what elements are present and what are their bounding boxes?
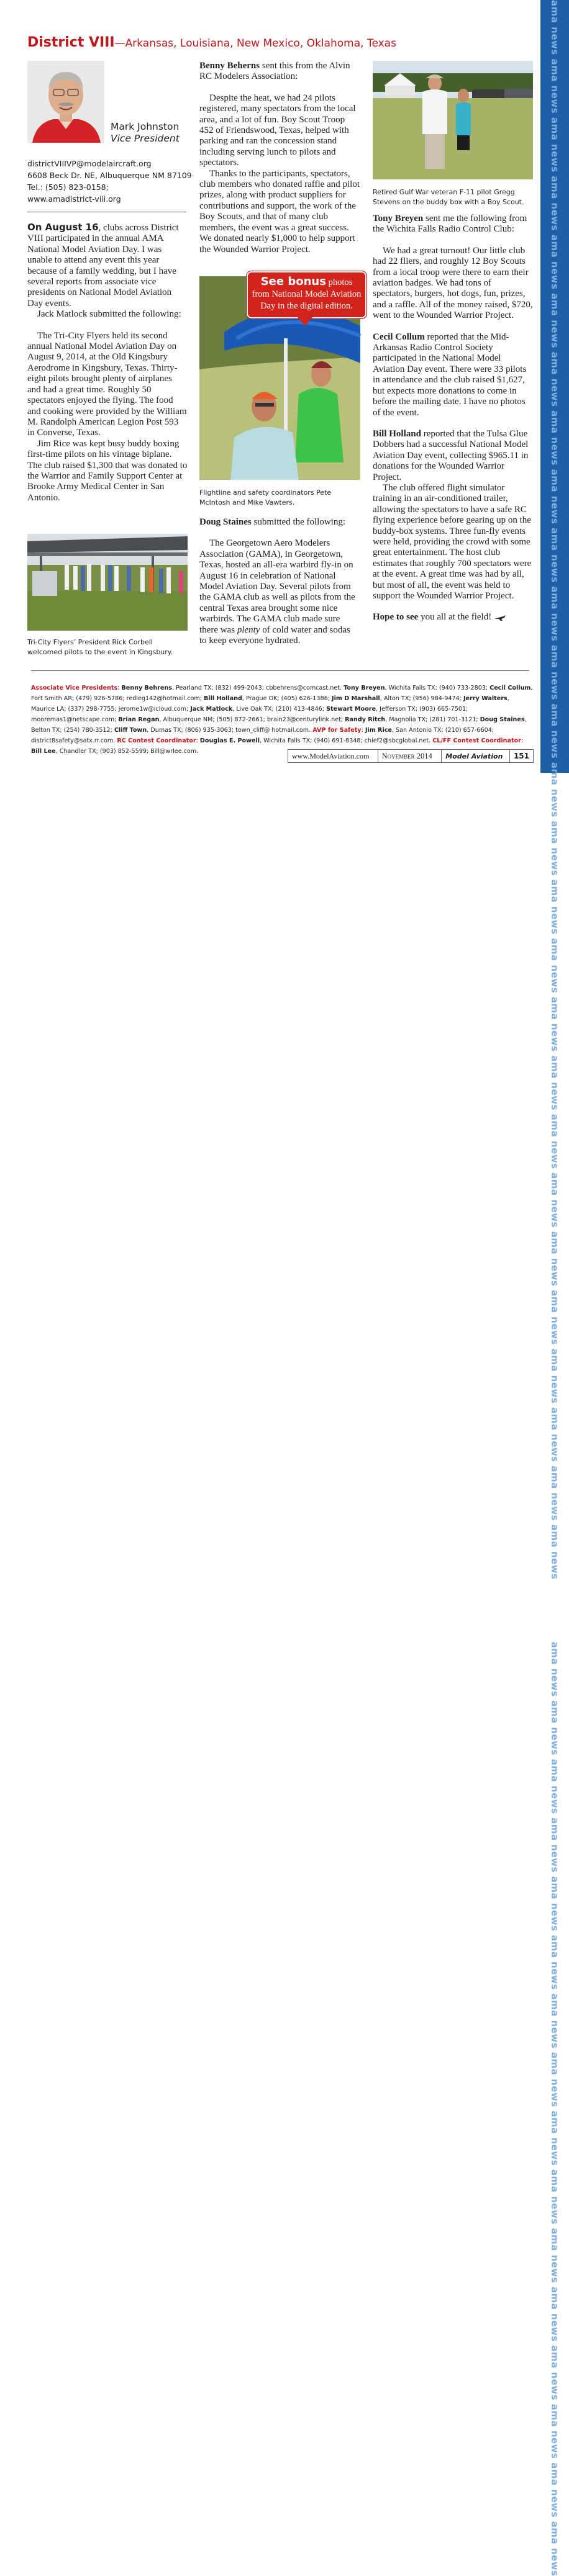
vp-email[interactable]: districtVIIIVP@modelaircraft.org [27,159,152,168]
assoc-n1: Benny Behrens [121,685,172,691]
assoc-sep: : [117,685,122,691]
assoc-n12: Cliff Town [114,727,147,734]
footer-magazine: Model Aviation [442,750,510,762]
col2-p3: Thanks to the participants, spectators, club members who donated raffle and pilot prizes, along with product suppliers for contributions and support, the work of the Boy Scouts, and that of many club members, the event was a great success. We donated nearly $1,000 to help support the Wounded Warrior Project. [199,168,360,254]
assoc-t9: , Albuquerque NM; (505) 872-2661; brain23@centurylink.net; [159,716,345,723]
col2-doug-intro [199,517,360,528]
col3-tony-intro [373,214,533,235]
col3-caption: Retired Gulf War veteran F-11 pilot Gregg Stevens on the buddy box with a Boy Scout. [373,188,524,206]
col3-bold1: Tony Breyen [373,214,424,223]
assoc-n8: Stewart Moore [326,706,376,713]
associates-rule [31,670,529,671]
title-sub: —Arkansas, Louisiana, New Mexico, Oklahoma, Texas [114,37,396,50]
associate-vps: Associate Vice Presidents: Benny Behrens, Pearland TX; (832) 499-2043; cbbehrens@comcast.net. Tony Breyen, Wichita Falls TX; (940) 733-2803; Cecil Collum, Fort Smith AR; (479) 926-5786; redleg142@hotmail.com; Bill Holland, Prague OK; (405) 626-1386; Jim D Marshall, Alton TX; (956) 984-9474; Jerry Walters, Maurice LA; (337) 298-7755; jerome1w@icloud.com; Jack Matlock, Live Oak TX; (210) 413-4846; Stewart Moore, Jefferson TX; (903) 665-7501; mooremas1@netscape.com; Brian Regan, Albuquerque NM; (505) 872-2661; brain23@centurylink.net; Randy Ritch, Magnolia TX; (281) 701-3121; Doug Staines, Belton TX; (254) 780-3512; Cliff Town, Dumas TX; (806) 935-3063; town_cliff@ hotmail.com. AVP for Safety: Jim Rice, San Antonio TX; (210) 657-6604; district8safety@satx.rr.com. RC Contest Coordinator: Douglas E. Powell, Wichita Falls TX; (940) 691-8348; chief2@sbcglobal.net. CL/FF Contest Coordinator: Bill Lee, Chandler TX; (903) 852-5599; Bill@wrlee.com. [31,685,533,755]
assoc-t3: , Fort Smith AR; (479) 926-5786; redleg142@hotmail.com; [31,685,533,702]
col3-bill [373,429,533,483]
assoc-label2: AVP for Safety [312,727,362,734]
col3-p4: reported that the Tulsa Glue Dobbers had a successful National Model Aviation Day event, collecting $965.11 in donations for the Wounded Warrior Project. [373,428,529,482]
assoc-t12: , Dumas TX; (806) 935-3063; town_cliff@ hotmail.com. [147,727,313,734]
assoc-t11: , Belton TX; (254) 780-3512; [31,716,527,734]
vp-contact [27,158,192,205]
col3-bold2: Cecil Collum [373,331,425,342]
col2-p1: sent this from the Alvin RC Modelers Association: [199,61,350,82]
strip-text-prefix: ama news ama news ama news ama news ama news ama news ama news ama news ama news ama news ama news ama news ama news ama news ama news ama news ama news ama news ama news ama news ama news ama news ama news ama news ama news ama news ama news [549,0,560,1580]
col1-p4: Jim Rice was kept busy buddy boxing first-time pilots on his vintage biplane. The club raised $1,300 that was donated to the Warrior and Family Support Center at Brooke Army Medical Center in San Antonio. [27,438,188,503]
assoc-t8: , Jefferson TX; (903) 665-7501; mooremas1@netscape.com; [31,706,468,723]
assoc-n3: Cecil Collum [489,685,531,691]
vp-portrait [27,61,104,143]
assoc-t2: , Wichita Falls TX; (940) 733-2803; [385,685,490,691]
vp-role: Vice President [111,133,180,144]
col3-closing-text: you all at the field! [418,612,492,623]
assoc-n11: Doug Staines [480,716,525,723]
col2-bold1: Benny Beherns [199,61,260,71]
col2-p4: submitted the following: [251,517,346,527]
strip-text-suffix: ama news ama news ama news ama news ama news ama news ama news ama news ama news ama news ama news ama news ama news ama news ama news ama news [549,1641,560,2576]
assoc-t4: , Prague OK; (405) 626-1386; [242,695,332,702]
assoc-n14: Douglas E. Powell [199,737,260,744]
assoc-t6: , Maurice LA; (337) 298-7755; jerome1w@icloud.com; [31,695,509,713]
vp-name-block [111,121,180,145]
assoc-t14: , Wichita Falls TX; (940) 691-8348; chief2@sbcglobal.net. [260,737,433,744]
col3-closing [373,612,533,623]
col2-p5-post: of cold water and sodas to keep everyone hydrated. [199,624,350,646]
col2-caption: Flightline and safety coordinators Pete McIntosh and Mike Vawters. [199,489,332,507]
page-number: 151 [513,752,529,760]
district-title [27,35,396,50]
col1-caption: Tri-City Flyers’ President Rick Corbell welcomed pilots to the event in Kingsbury. [27,638,173,656]
column-2 [199,61,360,255]
col2-p2: Despite the heat, we had 24 pilots registered, many spectators from the local area, and a lot of fun. Boy Scout Troop 452 of Friendswood, Texas, helped with parking and ran the concession stand including serving lunch to pilots and spectators. [199,92,356,168]
vp-web[interactable]: www.amadistrict-viii.org [27,194,121,204]
col1-p1: , clubs across District VIII participated in the annual AMA National Model Aviation Day. I was unable to attend any event this year because of a family wedding, but I have several reports from associate vice presidents on National Model Aviation Day events. [27,223,179,308]
col1-lead: On August 16 [27,222,99,233]
col3-cecil [373,332,533,418]
col3-closing-bold: Hope to see [373,612,419,623]
assoc-n13: Jim Rice [365,727,392,734]
assoc-t7: , Live Oak TX; (210) 413-4846; [232,706,327,713]
assoc-label3: RC Contest Coordinator [117,737,196,744]
col3-p2: We had a great turnout! Our little club had 22 fliers, and roughly 12 Boy Scouts from a local troop were there to earn their aviation badges. We had tons of spectators, burgers, hot dogs, fun, prizes, and a raffle. All of the money raised, $720, went to the Wounded Warrior Project. [373,245,533,321]
assoc-n6: Jerry Walters [463,695,508,702]
col3-bold3: Bill Holland [373,428,421,439]
side-strip-text [540,0,569,2576]
column-2-bottom [199,517,360,646]
assoc-n5: Jim D Marshall [332,695,380,702]
col3-p1: sent me the following from the Wichita Falls Radio Control Club: [373,214,527,235]
column-1 [27,222,188,503]
assoc-n2: Tony Breyen [344,685,385,691]
gulf-war-photo [373,61,533,179]
col3-p5: The club offered flight simulator training in an air-conditioned trailer, allowing the spectators to have a safe RC flying experience before gearing up on the buddy-box systems. Three fun-fly events were held, providing the crowd with some great entertainment. The host club estimates that roughly 700 spectators were at the event. A great time was had by all, but most of all, the event was held to support the Wounded Warrior Project. [373,482,532,601]
col2-bold2: Doug Staines [199,517,252,527]
side-strip [540,0,569,2576]
col2-p5-em: plenty [237,624,260,635]
assoc-n9: Brian Regan [118,716,160,723]
footer-month: November 2014 [378,750,442,762]
bonus-tail [298,317,312,326]
assoc-t13: , San Antonio TX; (210) 657-6604; district8safety@satx.rr.com. [31,727,494,744]
assoc-n7: Jack Matlock [190,706,233,713]
page-footer [288,749,534,763]
assoc-t5: , Alton TX; (956) 984-9474; [380,695,463,702]
strip-text-highlight: ama news [549,1583,560,1639]
col2-p5 [199,538,360,646]
assoc-label4: CL/FF Contest Coordinator [432,737,521,744]
column-3 [373,214,533,623]
vp-address: 6608 Beck Dr. NE, Albuquerque NM 87109 [27,171,192,180]
bonus-bold: See bonus [260,275,326,288]
col2-p5-pre: The Georgetown Aero Modelers Association (GAMA), in Georgetown, Texas, hosted an all-era warbird fly-in on August 16 in celebration of National Model Aviation Day. Several pilots from the GAMA club as well as pilots from the central Texas area brought some nice warbirds. The GAMA club made sure there was [199,538,355,635]
bonus-callout[interactable] [247,271,366,318]
assoc-t1: , Pearland TX; (832) 499-2043; cbbehrens@comcast.net. [171,685,344,691]
assoc-t15: , Chandler TX; (903) 852-5599; Bill@wrlee.com. [55,748,199,755]
assoc-t10: , Magnolia TX; (281) 701-3121; [385,716,480,723]
assoc-n10: Randy Ritch [345,716,386,723]
airplane-icon [494,612,506,622]
col1-p2: Jack Matlock submitted the following: [37,309,181,320]
assoc-n15: Bill Lee [31,748,56,755]
title-main: District VIII [27,35,115,50]
bonus-text: photos from National Model Aviation Day in the digital edition. [252,277,362,311]
vp-tel: Tel.: (505) 823-0158; [27,182,109,192]
col3-p3: reported that the Mid-Arkansas Radio Control Society participated in the National Model Aviation Day event. There were 33 pilots in attendance and the club raised $1,627, but expects more donations to come in before the mailing date. I have no photos of the event. [373,331,527,418]
footer-url[interactable]: www.ModelAviation.com [288,750,378,762]
vp-name: Mark Johnston [111,121,180,132]
assoc-label1: Associate Vice Presidents [31,685,118,691]
assoc-n4: Bill Holland [204,695,242,702]
tri-city-photo [27,534,188,631]
col2-intro [199,61,360,83]
col1-p3: The Tri-City Flyers held its second annual National Model Aviation Day on August 9, 2014, at the Old Kingsbury Aerodrome in Kingsbury, Texas. Thirty-eight pilots brought plenty of airplanes and had a great time. Roughly 50 spectators enjoyed the flying. The food and cooking were provided by the William M. Randolph American Legion Post 593 in Converse, Texas. [27,330,187,438]
col1-intro [27,222,188,309]
